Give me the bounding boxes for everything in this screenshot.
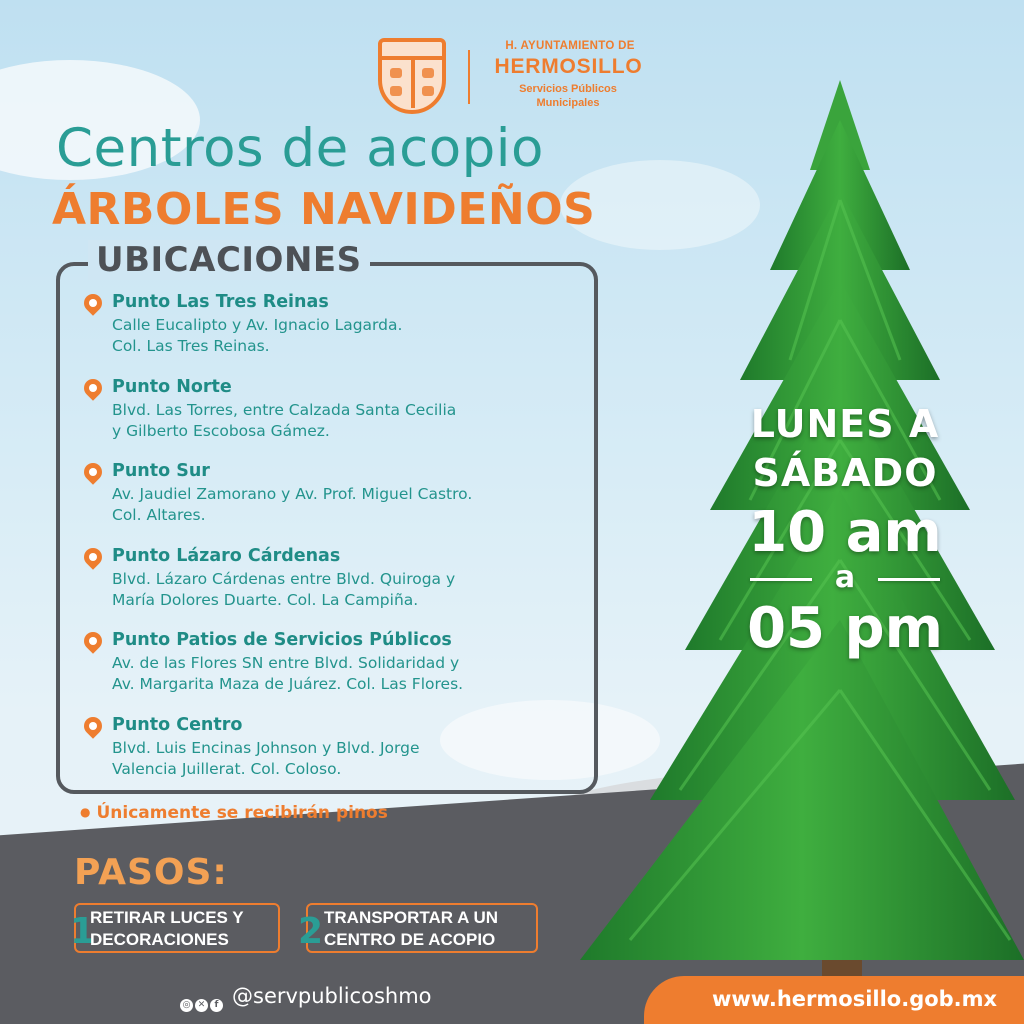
page-subtitle: ÁRBOLES NAVIDEÑOS — [52, 184, 596, 235]
facebook-icon[interactable]: f — [210, 999, 223, 1012]
note-text: Únicamente se recibirán pinos — [96, 803, 388, 823]
page-title: Centros de acopio — [56, 118, 544, 179]
location-address: Av. Jaudiel Zamorano y Av. Prof. Miguel Castro. Col. Altares. — [112, 485, 473, 524]
schedule-divider-right — [878, 578, 940, 581]
schedule-days-line1: LUNES A — [750, 402, 940, 446]
bullet-icon: ● — [80, 805, 91, 819]
pine-only-note — [80, 803, 388, 823]
step-card — [70, 903, 280, 953]
location-name: Punto Las Tres Reinas — [112, 292, 329, 312]
schedule-time-end: 05 pm — [747, 596, 943, 661]
step-number: 1 — [70, 911, 96, 952]
locations-heading: UBICACIONES — [88, 240, 370, 280]
website-link[interactable]: www.hermosillo.gob.mx — [712, 987, 998, 1011]
social-handle[interactable]: @servpublicoshmo — [232, 984, 432, 1008]
step-text: TRANSPORTAR A UN CENTRO DE ACOPIO — [324, 908, 499, 949]
social-icons — [180, 992, 225, 1012]
schedule-days-line2: SÁBADO — [752, 451, 938, 495]
instagram-icon[interactable]: ◎ — [180, 999, 193, 1012]
location-name: Punto Lázaro Cárdenas — [112, 546, 341, 566]
header-divider — [468, 50, 470, 104]
step-number: 2 — [298, 911, 324, 952]
org-department: Servicios Públicos Municipales — [519, 83, 617, 109]
location-name: Punto Centro — [112, 715, 243, 735]
step-card — [298, 903, 538, 953]
location-name: Punto Norte — [112, 377, 232, 397]
steps-heading: PASOS: — [74, 852, 228, 893]
schedule-divider-left — [750, 578, 812, 581]
org-name-line1: H. AYUNTAMIENTO DE — [505, 40, 635, 52]
location-address: Av. de las Flores SN entre Blvd. Solidaridad y Av. Margarita Maza de Juárez. Col. Las Flores. — [112, 654, 464, 693]
location-address: Calle Eucalipto y Av. Ignacio Lagarda. Col. Las Tres Reinas. — [112, 316, 403, 355]
step-text: RETIRAR LUCES Y DECORACIONES — [90, 908, 244, 949]
location-address: Blvd. Lázaro Cárdenas entre Blvd. Quiroga y María Dolores Duarte. Col. La Campiña. — [112, 570, 456, 609]
municipal-shield-logo — [378, 38, 446, 114]
org-name-main: HERMOSILLO — [494, 55, 643, 78]
schedule-time-start: 10 am — [748, 500, 942, 565]
location-address: Blvd. Las Torres, entre Calzada Santa Cecilia y Gilberto Escobosa Gámez. — [112, 401, 457, 440]
location-name: Punto Sur — [112, 461, 210, 481]
x-icon[interactable]: ✕ — [195, 999, 208, 1012]
location-name: Punto Patios de Servicios Públicos — [112, 630, 452, 650]
location-address: Blvd. Luis Encinas Johnson y Blvd. Jorge Valencia Juillerat. Col. Coloso. — [112, 739, 420, 778]
schedule-connector: a — [834, 560, 856, 595]
